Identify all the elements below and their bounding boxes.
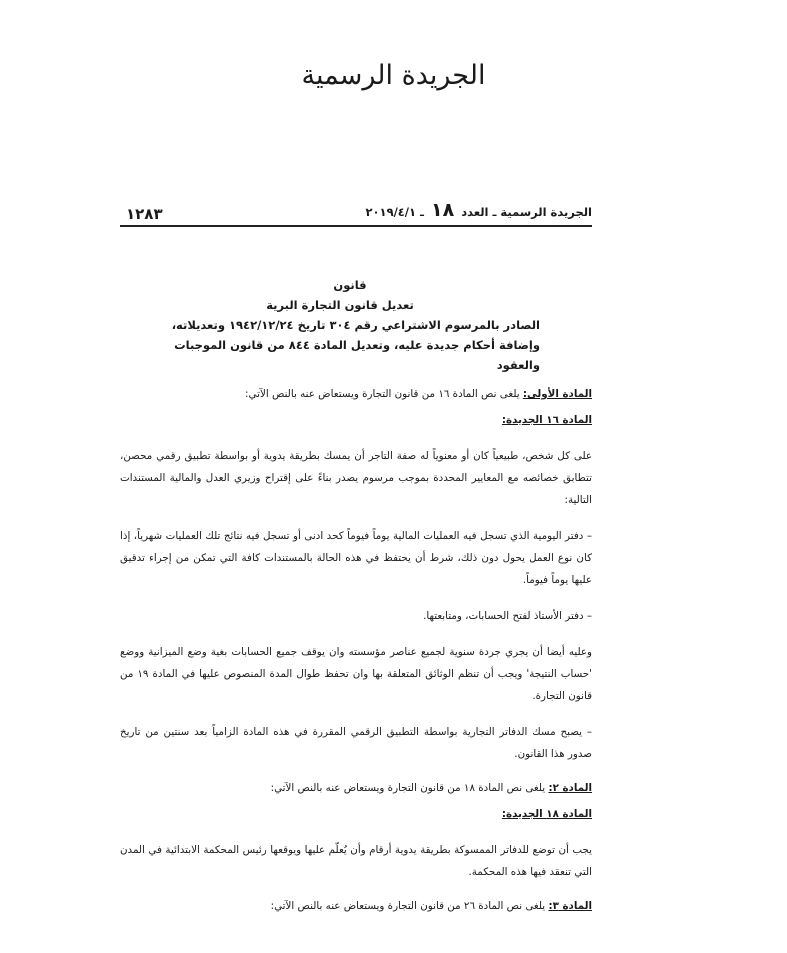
issue-number: ١٨ <box>430 199 455 221</box>
article-16-new-heading: المادة ١٦ الجديدة: <box>501 414 592 426</box>
law-title-block <box>160 275 540 375</box>
issue-date: ـ ٢٠١٩/٤/١ <box>365 205 424 219</box>
article-1 <box>120 383 592 405</box>
law-title-line-2: تعديل قانون التجارة البرية <box>266 298 414 312</box>
running-header <box>120 199 592 227</box>
law-title-line-4: وإضافة أحكام جديدة عليه، وتعديل المادة ٨٤٤ من قانون الموجبات والعقود <box>174 338 540 372</box>
paragraph-6: يجب أن توضع للدفاتر الممسوكة بطريقة يدوية أرقام وأن يُعلّم عليها ويوقعها رئيس المحكمة الابتدائية في المدن التي تنعقد فيها هذه المحكمة. <box>120 844 592 878</box>
article-18-heading <box>120 803 592 825</box>
paragraph-1: على كل شخص، طبيعياً كان أو معنوياً له صفة التاجر أن يمسك بطريقة يدوية أو بواسطة تطبيق رقمي محصن، تتطابق خصائصه مع المعايير المحددة بموجب مرسوم يصدر بناءً على إقتراح وزيري العدل والمالية المستندات التالية: <box>120 450 592 506</box>
law-body <box>120 383 592 917</box>
running-header-text <box>366 199 592 221</box>
article-3-label: المادة ٣: <box>548 900 592 912</box>
paragraph-4: وعليه أيضا أن يجري جردة سنوية لجميع عناصر مؤسسته وان يوقف جميع الحسابات بغية وضع الميزانية ووضع 'حساب النتيجة' ويجب أن تنظم الوثائق المتعلقة بها وان تحفظ طوال المدة المنصوص عليها في المادة ١٩ من قانون التجارة. <box>120 646 592 702</box>
law-title-line-3: الصادر بالمرسوم الاشتراعي رقم ٣٠٤ تاريخ ١٩٤٢/١٢/٢٤ وتعديلاته، <box>171 318 540 332</box>
article-1-label: المادة الأولى: <box>522 388 592 400</box>
gazette-name-issue-label: الجريدة الرسمية ـ العدد <box>461 205 592 219</box>
article-18-new-heading: المادة ١٨ الجديدة: <box>501 808 592 820</box>
article-16-heading <box>120 409 592 431</box>
article-2-text: يلغى نص المادة ١٨ من قانون التجارة ويستعاض عنه بالنص الآتي: <box>270 782 549 794</box>
article-1-text: يلغى نص المادة ١٦ من قانون التجارة ويستعاض عنه بالنص الآتي: <box>245 388 523 400</box>
article-2 <box>120 777 592 799</box>
article-2-label: المادة ٢: <box>548 782 592 794</box>
law-title-heading: قانون <box>333 278 367 292</box>
paragraph-5: – يصبح مسك الدفاتر التجارية بواسطة التطبيق الرقمي المقررة في هذه المادة الزامياً بعد سنتين من تاريخ صدور هذا القانون. <box>120 726 592 760</box>
page-number: ١٢٨٣ <box>126 205 163 223</box>
article-3 <box>120 895 592 917</box>
masthead-title: الجريدة الرسمية <box>301 60 486 91</box>
paragraph-2: – دفتر اليومية الذي تسجل فيه العمليات المالية يوماً فيوماً كحد ادنى أو تسجل فيه نتائج تلك العمليات شهرياً، إذا كان نوع العمل يحول دون ذلك، شرط أن يحتفظ في هذه الحالة بالمستندات كافة التي تمكن من إجراء تدقيق عليها يوماً فيوماً. <box>120 530 592 586</box>
paragraph-3: – دفتر الأستاذ لفتح الحسابات، ومتابعتها. <box>423 610 592 622</box>
article-3-text: يلغى نص المادة ٢٦ من قانون التجارة ويستعاض عنه بالنص الآتي: <box>270 900 549 912</box>
